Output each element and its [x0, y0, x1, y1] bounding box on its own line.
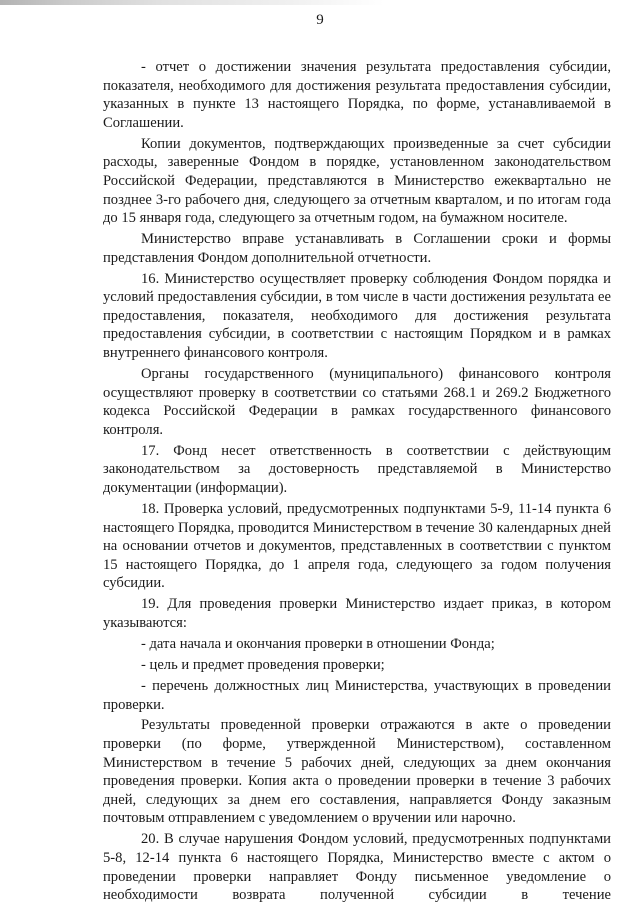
- scan-edge-artifact: [0, 0, 640, 5]
- list-item-officials: - перечень должностных лиц Министерства, участвующих в проведении проверки.: [103, 677, 611, 713]
- paragraph-financial-control-bodies: Органы государственного (муниципального) финансового контроля осуществляют проверку в соответствии со статьями 268.1 и 269.2 Бюджетного кодекса Российской Федерации в рамках государственного финансового контроля.: [103, 366, 611, 438]
- paragraph-report-item: - отчет о достижении значения результата предоставления субсидии, показателя, необходимого для достижения результата предоставления субсидии, указанных в пункте 13 настоящего Порядка, по форме, устанавливаемой в Соглашении.: [103, 59, 611, 131]
- paragraph-copies-of-documents: Копии документов, подтверждающих произведенные за счет субсидии расходы, заверенные Фондом в порядке, установленном законодательством Российской Федерации, представляются в Министерство ежеквартально не позднее 3-го рабочего дня, следующего за отчетным кварталом, и по итогам года до 15 января года, следующего за отчетным годом, на бумажном носителе.: [103, 135, 611, 227]
- list-item-inspection-dates: - дата начала и окончания проверки в отношении Фонда;: [141, 635, 495, 652]
- paragraph-clause-18: 18. Проверка условий, предусмотренных подпунктами 5-9, 11-14 пункта 6 настоящего Порядка, проводится Министерством в течение 30 календарных дней на основании отчетов и документов, представленных в соответствии с пунктом 15 настоящего Порядка, до 1 апреля года, следующего за годом получения субсидии.: [103, 501, 611, 592]
- paragraph-clause-17: 17. Фонд несет ответственность в соответствии с действующим законодательством за достоверность представляемой в Министерство документации (информации).: [103, 442, 611, 497]
- paragraph-additional-reporting: Министерство вправе устанавливать в Соглашении сроки и формы представления Фондом дополнительной отчетности.: [103, 231, 611, 266]
- document-body: [103, 58, 611, 905]
- paragraph-clause-19: 19. Для проведения проверки Министерство издает приказ, в котором указываются:: [103, 596, 611, 631]
- paragraph-clause-16: 16. Министерство осуществляет проверку соблюдения Фондом порядка и условий предоставления субсидии, в том числе в части достижения результата ее предоставления, показателя, необходимого для достижения результата предоставления субсидии, в соответствии с настоящим Порядком и в рамках внутреннего финансового контроля.: [103, 270, 611, 362]
- paragraph-inspection-results: Результаты проведенной проверки отражаются в акте о проведении проверки (по форме, утвержденной Министерством), составленном Министерством в течение 5 рабочих дней, следующих за днем окончания проведения проверки. Копия акта о проведении проверки в течение 3 рабочих дней, следующих за днем его составления, направляется Фонду заказным почтовым отправлением с уведомлением о вручении или нарочно.: [103, 717, 611, 827]
- list-item-inspection-purpose: - цель и предмет проведения проверки;: [141, 656, 385, 673]
- page-number: 9: [316, 12, 324, 28]
- paragraph-clause-20: 20. В случае нарушения Фондом условий, предусмотренных подпунктами 5-8, 12-14 пункта 6 настоящего Порядка, Министерство вместе с актом о проведении проверки направляет Фонду письменное уведомление о необходимости возврата полученной субсидии в течение: [103, 831, 611, 904]
